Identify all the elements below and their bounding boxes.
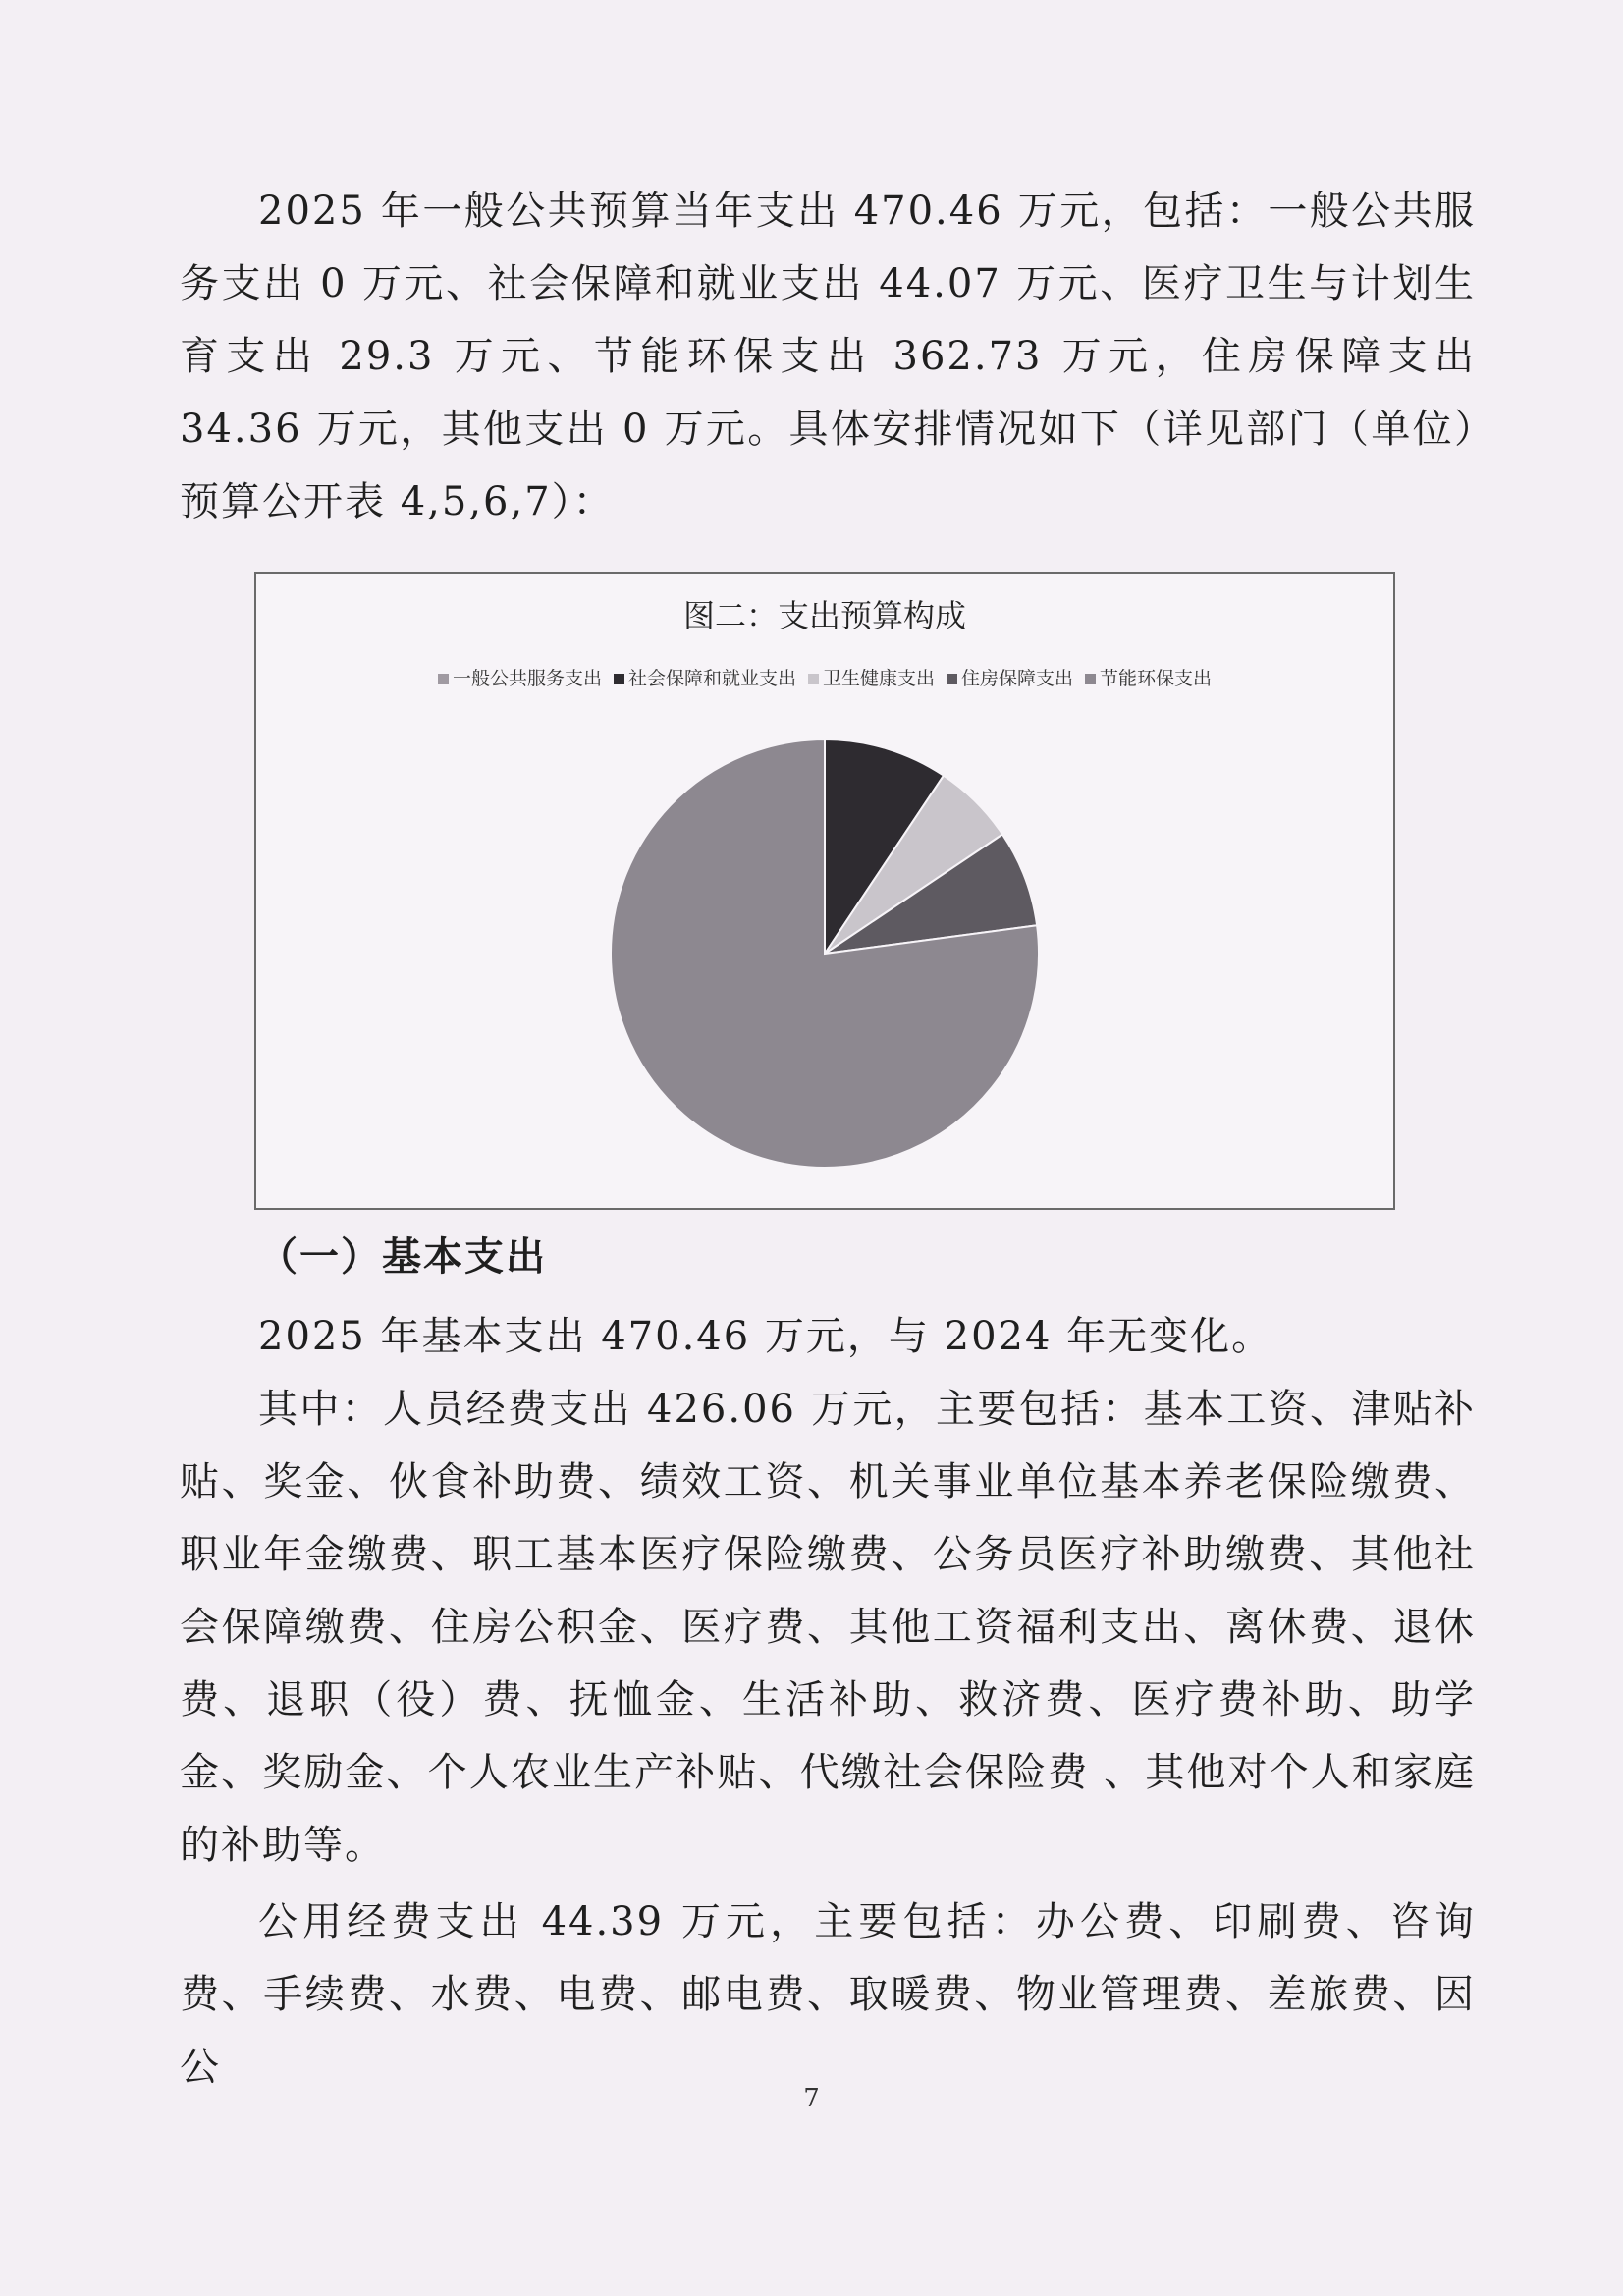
paragraph-basic-expenditure: 2025 年基本支出 470.46 万元，与 2024 年无变化。: [258, 1314, 1273, 1359]
paragraph-public-expenses: 公用经费支出 44.39 万元，主要包括：办公费、印刷费、咨询费、手续费、水费、电费、邮电费、取暖费、物业管理费、差旅费、因公: [180, 1899, 1476, 2090]
legend-label: 一般公共服务支出: [452, 668, 602, 689]
paragraph-budget-summary: 2025 年一般公共预算当年支出 470.46 万元，包括：一般公共服务支出 0 万元、社会保障和就业支出 44.07 万元、医疗卫生与计划生育支出 29.3 万元、节能环保支出 362.73 万元，住房保障支出 34.36 万元，其他支出 0 万元。具体安排情况如下（详见部门（单位）预算公开表 4,5,6,7）：: [180, 189, 1476, 524]
legend-label: 卫生健康支出: [822, 668, 935, 689]
page-number: 7: [803, 2084, 820, 2113]
legend-label: 节能环保支出: [1100, 668, 1213, 689]
pie-chart: [256, 574, 1393, 1208]
section-heading-basic-expenditure: （一）基本支出: [258, 1233, 547, 1280]
legend-label: 社会保障和就业支出: [627, 668, 796, 689]
legend-label: 住房保障支出: [961, 668, 1074, 689]
paragraph-personnel-expenses: 其中：人员经费支出 426.06 万元，主要包括：基本工资、津贴补贴、奖金、伙食补助费、绩效工资、机关事业单位基本养老保险缴费、职业年金缴费、职工基本医疗保险缴费、公务员医疗补助缴费、其他社会保障缴费、住房公积金、医疗费、其他工资福利支出、离休费、退休费、退职（役）费、抚恤金、生活补助、救济费、医疗费补助、助学金、奖励金、个人农业生产补贴、代缴社会保险费 、其他对个人和家庭的补助等。: [180, 1387, 1476, 1868]
chart-title: 图二：支出预算构成: [682, 597, 966, 634]
pie-chart-box: [254, 572, 1395, 1210]
